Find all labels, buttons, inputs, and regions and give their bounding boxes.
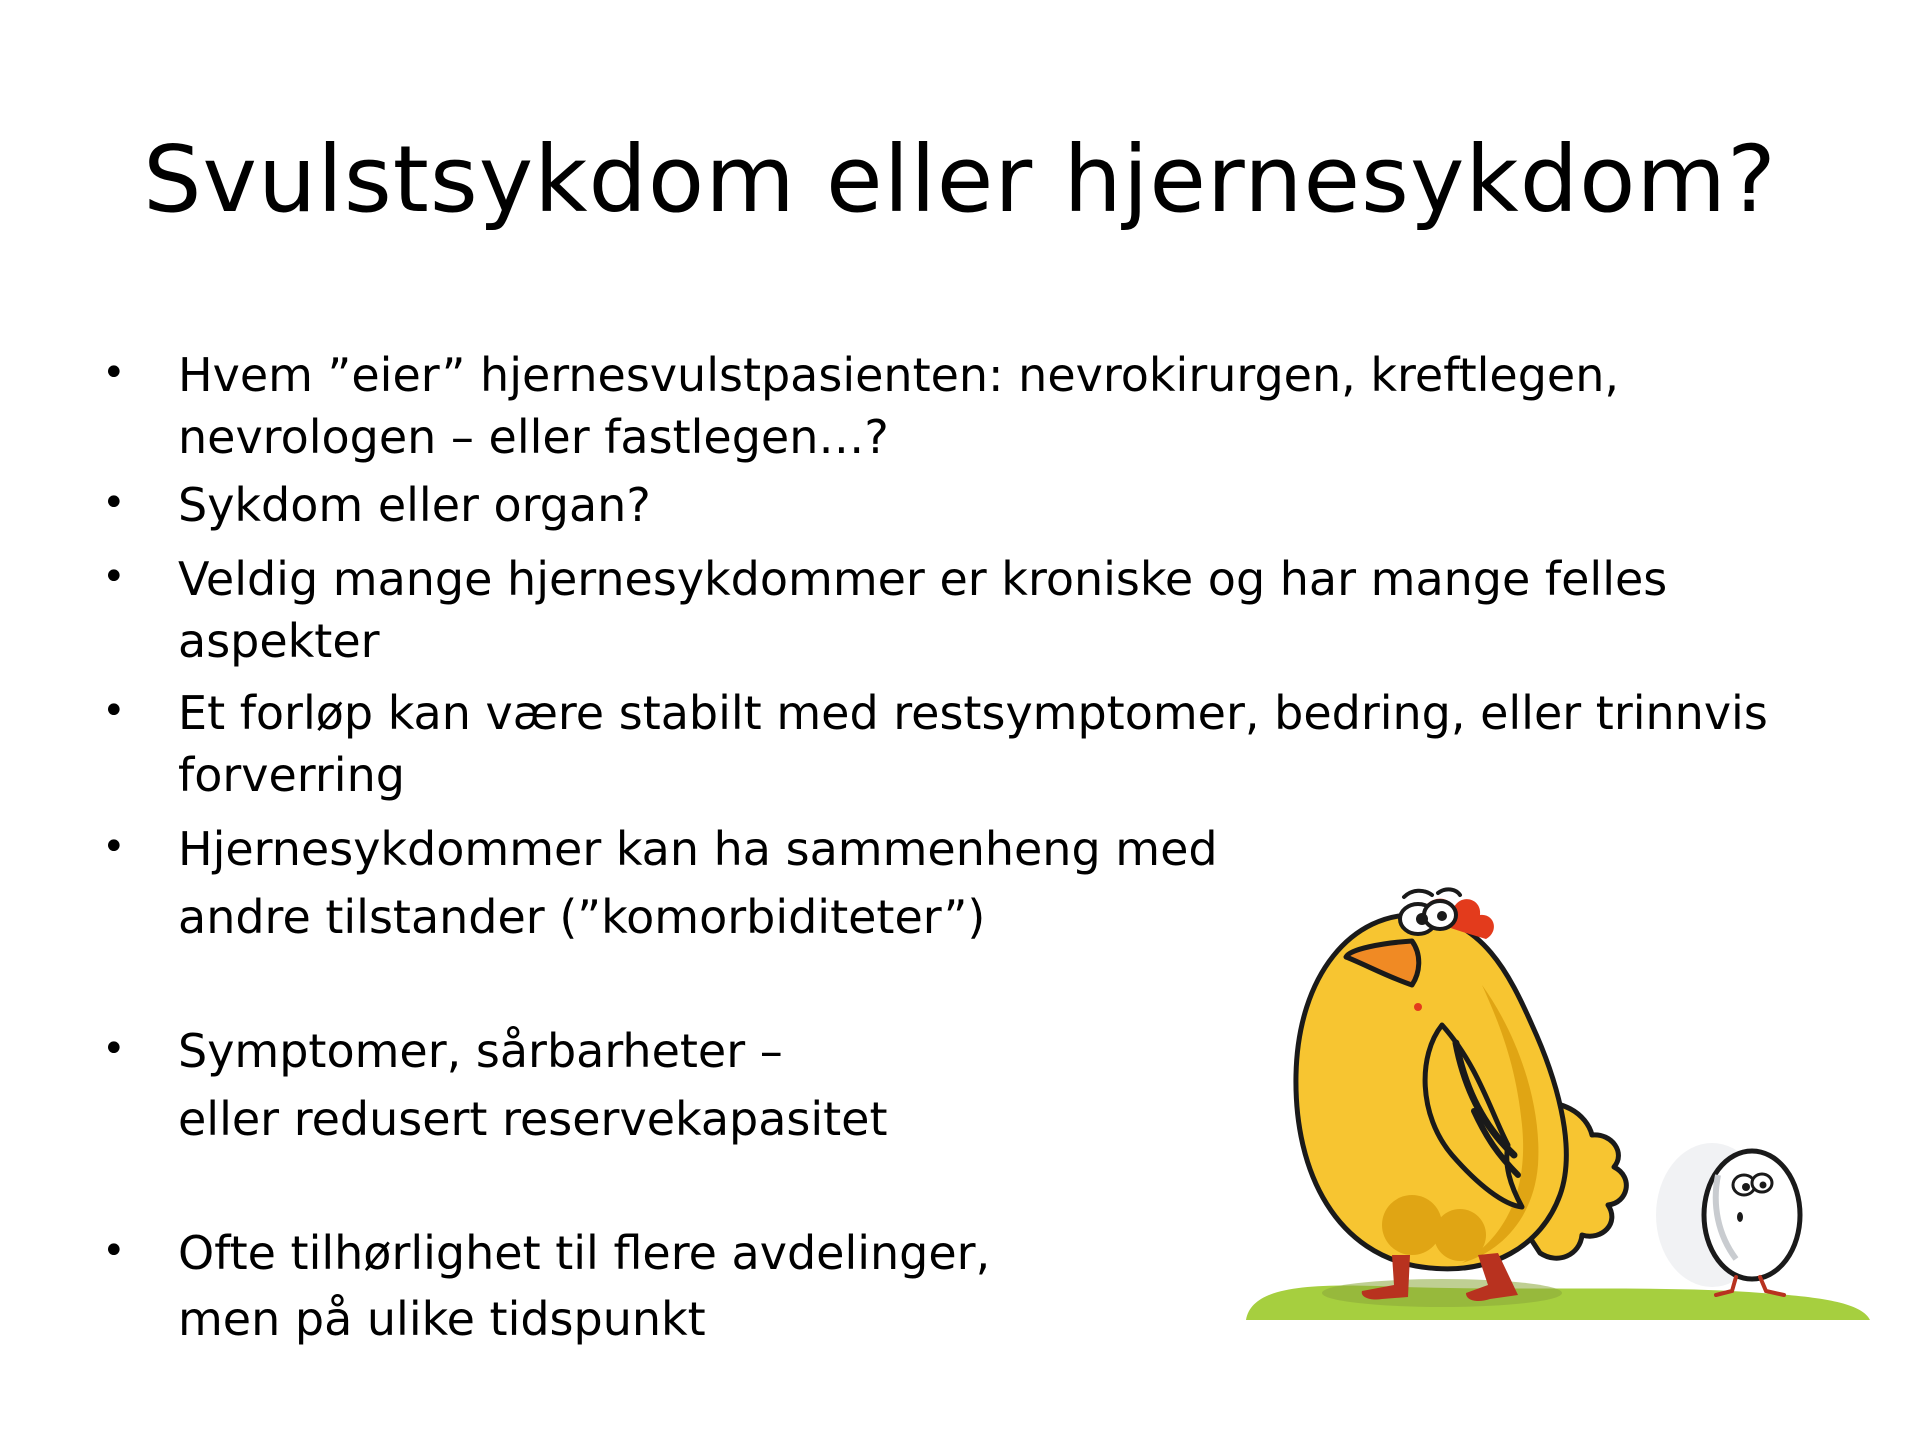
slide-title: Svulstsykdom eller hjernesykdom? <box>143 126 1777 233</box>
egg-mouth <box>1737 1212 1743 1222</box>
bullet-marker: • <box>102 350 126 396</box>
chicken-and-egg-illustration <box>1242 815 1874 1327</box>
bullet-text-line: Ofte tilhørlighet til flere avdelinger, <box>178 1226 991 1280</box>
bullet-text-line: men på ulike tidspunkt <box>178 1292 706 1346</box>
egg-pupil <box>1742 1183 1750 1191</box>
bullet-marker: • <box>102 688 126 734</box>
bullet-marker: • <box>102 480 126 526</box>
chicken-shadow <box>1322 1279 1562 1307</box>
bullet-marker: • <box>102 1228 126 1274</box>
bullet-text-line: Et forløp kan være stabilt med restsymptomer, bedring, eller trinnvis <box>178 686 1768 740</box>
chicken-nostril <box>1414 1003 1422 1011</box>
bullet-text-line: Hvem ”eier” hjernesvulstpasienten: nevrokirurgen, kreftlegen, <box>178 348 1620 402</box>
bullet-text-line: forverring <box>178 748 405 802</box>
bullet-marker: • <box>102 554 126 600</box>
bullet-text-line: Hjernesykdommer kan ha sammenheng med <box>178 822 1218 876</box>
bullet-text-line: Sykdom eller organ? <box>178 478 651 532</box>
chicken-belly-feather <box>1434 1209 1486 1261</box>
bullet-marker: • <box>102 824 126 870</box>
bullet-text-line: nevrologen – eller fastlegen…? <box>178 410 889 464</box>
egg-pupil <box>1760 1182 1767 1189</box>
bullet-text-line: Veldig mange hjernesykdommer er kroniske og har mange felles <box>178 552 1668 606</box>
chicken-pupil <box>1416 913 1428 925</box>
chicken-pupil <box>1437 911 1447 921</box>
bullet-text-line: andre tilstander (”komorbiditeter”) <box>178 890 986 944</box>
bullet-text-line: eller redusert reservekapasitet <box>178 1092 888 1146</box>
bullet-text-line: aspekter <box>178 614 380 668</box>
bullet-marker: • <box>102 1026 126 1072</box>
chicken-belly-feather <box>1382 1195 1442 1255</box>
bullet-text-line: Symptomer, sårbarheter – <box>178 1024 783 1078</box>
